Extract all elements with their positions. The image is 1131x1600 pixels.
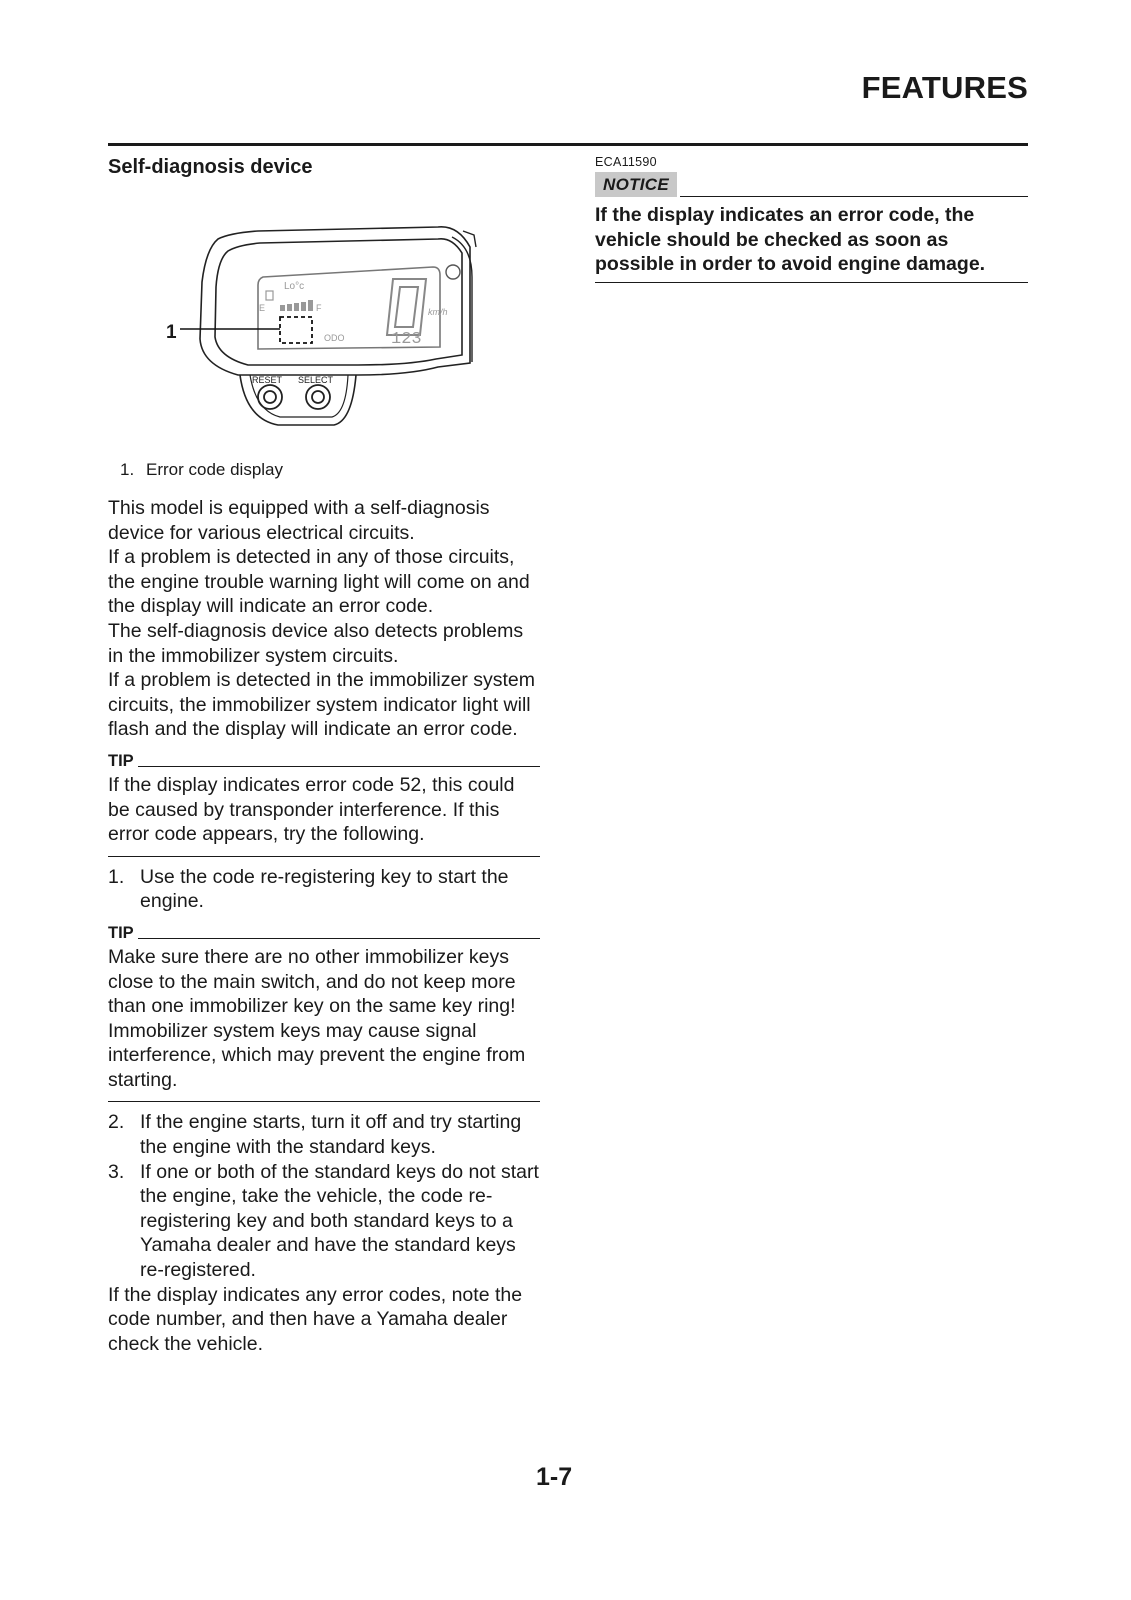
reset-button-drawing — [258, 385, 282, 409]
notice-text: If the display indicates an error code, the vehicle should be checked as soon as possible in order to avoid engine damage. — [595, 204, 986, 276]
tip-heading — [108, 752, 540, 771]
paragraph: If a problem is detected in any of those circuits, the engine trouble warning light will come on and the display will indicate an error code. — [108, 546, 530, 618]
section-title: Self-diagnosis device — [108, 156, 313, 178]
notice-code: ECA11590 — [595, 155, 657, 169]
paragraph: If a problem is detected in the immobilizer system circuits, the immobilizer system indicator light will flash and the display will indicate an error code. — [108, 669, 536, 741]
select-button-drawing — [306, 385, 330, 409]
header-rule — [108, 143, 1028, 146]
right-column — [595, 155, 1028, 283]
page-number: 1-7 — [536, 1463, 573, 1491]
tip-end-rule — [108, 856, 540, 857]
list-item-text: If the engine starts, turn it off and try starting the engine with the standard keys. — [140, 1111, 522, 1159]
list-item-number: 1. — [108, 865, 125, 888]
notice-end-rule — [595, 282, 1028, 283]
fuel-gauge-bars — [280, 300, 313, 311]
tip-end-rule — [108, 1101, 540, 1102]
page-header-title: FEATURES — [861, 70, 1028, 105]
tip-text: If the display indicates error code 52, this could be caused by transponder interference. If this error code appears, try the following. — [108, 773, 515, 846]
caption-text: Error code display — [146, 460, 284, 479]
list-item-number: 3. — [108, 1160, 125, 1183]
tip-text: Make sure there are no other immobilizer keys close to the main switch, and do not keep more than one immobilizer key on the same key ring! Immobilizer system keys may cause signal interference, which may prevent the engine from starting. — [108, 945, 526, 1091]
meter-housing-inner — [215, 239, 462, 365]
paragraph: If the display indicates any error codes, note the code number, and then have a Yamaha dealer check the vehicle. — [108, 1283, 523, 1355]
select-label: SELECT — [298, 375, 334, 385]
fuel-empty-label: E — [259, 303, 266, 313]
fuel-full-label: F — [316, 303, 322, 313]
left-column — [108, 152, 540, 1356]
list-item — [108, 1110, 540, 1159]
paragraph: The self-diagnosis device also detects problems in the immobilizer system circuits. — [108, 619, 524, 667]
tip-heading — [108, 924, 540, 943]
odo-label: ODO — [324, 333, 345, 343]
paragraph: This model is equipped with a self-diagnosis device for various electrical circuits. — [108, 497, 490, 544]
odo-value: 123 — [391, 330, 422, 349]
meter-illustration — [108, 187, 540, 442]
unit-label: km/h — [428, 307, 448, 317]
closing-text — [108, 1283, 540, 1357]
caption-number: 1. — [120, 460, 135, 479]
meter-drawing — [108, 187, 540, 442]
meter-housing — [200, 227, 470, 375]
figure-callout-number: 1 — [166, 322, 177, 343]
error-code-display-box — [280, 317, 312, 343]
list-item-number: 2. — [108, 1111, 125, 1134]
list-item — [108, 1160, 540, 1283]
list-item — [108, 865, 540, 914]
intro-text — [108, 496, 540, 742]
lo-temp-label: Lo°c — [284, 281, 305, 292]
tip-label: TIP — [108, 923, 134, 942]
list-item-text: If one or both of the standard keys do not start the engine, take the vehicle, the code re-registering key and both standard keys to a Yamaha dealer and have the standard keys re-registered. — [140, 1160, 539, 1282]
warning-icon — [446, 265, 460, 279]
list-item-text: Use the code re-registering key to start the engine. — [140, 865, 509, 913]
notice-badge: NOTICE — [595, 172, 677, 197]
speed-digit-outline — [387, 279, 426, 335]
notice-heading — [595, 172, 1028, 197]
reset-label: RESET — [252, 375, 283, 385]
figure-caption — [120, 460, 540, 480]
tip-label: TIP — [108, 751, 134, 770]
fuel-icon — [266, 291, 273, 300]
